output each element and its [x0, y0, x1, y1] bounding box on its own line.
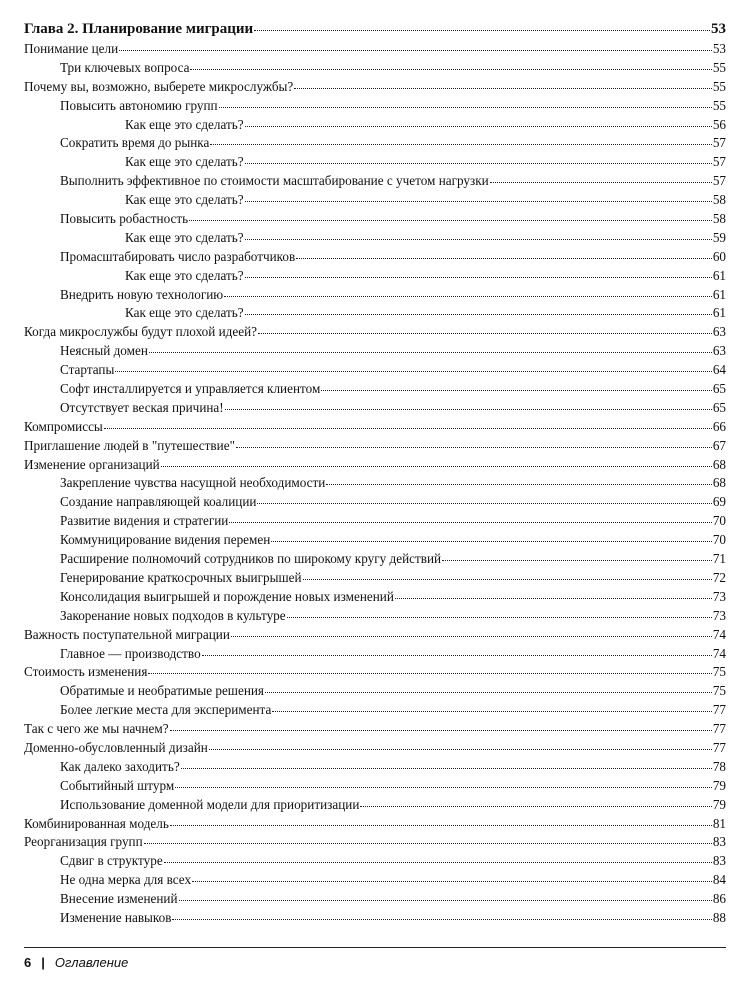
- toc-entry: [24, 682, 726, 701]
- dot-leader: [296, 258, 712, 259]
- toc-entry: [24, 871, 726, 890]
- toc-entry: [24, 645, 726, 664]
- toc-entry-page: 72: [712, 569, 726, 585]
- toc-entry-title: Отсутствует веская причина!: [60, 399, 224, 415]
- toc-entry-page: 55: [712, 97, 726, 113]
- dot-leader: [104, 428, 712, 429]
- dot-leader: [303, 579, 712, 580]
- toc-entry-page: 65: [712, 381, 726, 397]
- toc-entry: [24, 134, 726, 153]
- toc-entry: [24, 248, 726, 267]
- dot-leader: [225, 409, 712, 410]
- toc-entry-title: Как еще это сделать?: [125, 229, 244, 245]
- dot-leader: [231, 636, 712, 637]
- dot-leader: [258, 333, 712, 334]
- toc-entry-page: 84: [712, 872, 726, 888]
- toc-entry-page: 57: [712, 135, 726, 151]
- toc-entry: [24, 531, 726, 550]
- dot-leader: [490, 182, 712, 183]
- toc-entry: [24, 777, 726, 796]
- toc-entry: [24, 890, 726, 909]
- toc-entry: [24, 172, 726, 191]
- toc-entry: [24, 758, 726, 777]
- toc-entry-title: Закрепление чувства насущной необходимости: [60, 475, 326, 491]
- toc-entry-title: Повысить робастность: [60, 211, 189, 227]
- toc-entry: [24, 720, 726, 739]
- dot-leader: [181, 768, 712, 769]
- toc-entry-page: 58: [712, 211, 726, 227]
- toc-entry-page: 74: [712, 645, 726, 661]
- toc-entry: [24, 474, 726, 493]
- dot-leader: [254, 30, 710, 31]
- toc-entry-page: 78: [712, 758, 726, 774]
- toc-entry-page: 74: [712, 626, 726, 642]
- toc-entry-title: Изменение навыков: [60, 909, 172, 925]
- toc-entry-title: Изменение организаций: [24, 456, 160, 472]
- toc-entry: [24, 663, 726, 682]
- toc-entry-page: 63: [712, 343, 726, 359]
- dot-leader: [321, 390, 712, 391]
- toc-entry-page: 61: [712, 267, 726, 283]
- toc-entry: [24, 361, 726, 380]
- dot-leader: [202, 655, 712, 656]
- toc-entry-page: 63: [712, 324, 726, 340]
- toc-entry-title: Использование доменной модели для приоритизации: [60, 796, 360, 812]
- dot-leader: [245, 314, 712, 315]
- toc-entry-title: Стоимость изменения: [24, 664, 148, 680]
- dot-leader: [149, 352, 712, 353]
- toc-entry: [24, 569, 726, 588]
- toc-entry-title: Так с чего же мы начнем?: [24, 721, 169, 737]
- dot-leader: [179, 900, 712, 901]
- toc-entry-title: Глава 2. Планирование миграции: [24, 21, 254, 37]
- toc-entry-title: Неясный домен: [60, 343, 148, 359]
- toc-entry-title: Расширение полномочий сотрудников по широкому кругу действий: [60, 551, 442, 567]
- toc-entry-page: 68: [712, 475, 726, 491]
- toc-entry-page: 60: [712, 248, 726, 264]
- toc-entry-title: Внесение изменений: [60, 891, 178, 907]
- toc-entry-title: Софт инсталлируется и управляется клиентом: [60, 381, 321, 397]
- toc-entry-page: 53: [711, 21, 726, 37]
- toc-entry: [24, 493, 726, 512]
- toc-entry: [24, 833, 726, 852]
- page-number: 6: [24, 955, 32, 970]
- toc-entry-title: Сократить время до рынка: [60, 135, 210, 151]
- toc-entry-page: 71: [712, 551, 726, 567]
- footer-section-title: Оглавление: [54, 955, 129, 970]
- toc-entry-page: 68: [712, 456, 726, 472]
- toc-entry: [24, 78, 726, 97]
- dot-leader: [294, 88, 712, 89]
- toc-entry-title: Важность поступательной миграции: [24, 626, 230, 642]
- toc-entry-title: Как еще это сделать?: [125, 154, 244, 170]
- toc-entry-page: 79: [712, 796, 726, 812]
- toc-entry-title: Сдвиг в структуре: [60, 853, 163, 869]
- toc-entry-title: Закоренание новых подходов в культуре: [60, 607, 286, 623]
- dot-leader: [326, 484, 711, 485]
- toc-entry-page: 55: [712, 78, 726, 94]
- toc-entry: [24, 399, 726, 418]
- table-of-contents: [24, 18, 726, 928]
- toc-entry: [24, 380, 726, 399]
- toc-entry-page: 86: [712, 891, 726, 907]
- dot-leader: [170, 730, 712, 731]
- toc-entry-title: Когда микрослужбы будут плохой идеей?: [24, 324, 257, 340]
- toc-entry-title: Понимание цели: [24, 41, 119, 56]
- dot-leader: [148, 673, 711, 674]
- toc-entry: [24, 267, 726, 286]
- footer-separator: |: [41, 955, 45, 970]
- toc-entry-page: 67: [712, 437, 726, 453]
- toc-entry-page: 69: [712, 494, 726, 510]
- dot-leader: [144, 843, 712, 844]
- dot-leader: [287, 617, 712, 618]
- dot-leader: [360, 806, 711, 807]
- toc-entry-page: 77: [712, 721, 726, 737]
- toc-entry-page: 57: [712, 173, 726, 189]
- toc-entry-page: 81: [712, 815, 726, 831]
- toc-entry-page: 61: [712, 286, 726, 302]
- toc-entry-title: Не одна мерка для всех: [60, 872, 192, 888]
- toc-entry: [24, 607, 726, 626]
- toc-entry-page: 77: [712, 739, 726, 755]
- toc-entry: [24, 909, 726, 928]
- dot-leader: [170, 825, 712, 826]
- dot-leader: [119, 50, 712, 51]
- dot-leader: [224, 296, 712, 297]
- dot-leader: [245, 277, 712, 278]
- toc-entry-page: 56: [712, 116, 726, 132]
- toc-entry: [24, 437, 726, 456]
- toc-entry-page: 73: [712, 607, 726, 623]
- toc-entry: [24, 588, 726, 607]
- toc-entry: [24, 116, 726, 135]
- dot-leader: [172, 919, 711, 920]
- toc-entry-page: 55: [712, 59, 726, 75]
- dot-leader: [272, 711, 711, 712]
- dot-leader: [210, 144, 711, 145]
- toc-entry-page: 83: [712, 853, 726, 869]
- toc-entry-title: Приглашение людей в "путешествие": [24, 437, 235, 453]
- dot-leader: [219, 107, 712, 108]
- toc-entry: [24, 40, 726, 59]
- toc-entry-title: Создание направляющей коалиции: [60, 494, 257, 510]
- toc-entry: [24, 97, 726, 116]
- toc-entry-page: 75: [712, 664, 726, 680]
- dot-leader: [161, 466, 712, 467]
- toc-entry: [24, 342, 726, 361]
- toc-entry: [24, 229, 726, 248]
- toc-entry-title: Выполнить эффективное по стоимости масштабирование с учетом нагрузки: [60, 173, 489, 189]
- toc-entry: [24, 59, 726, 78]
- toc-entry-title: Как еще это сделать?: [125, 192, 244, 208]
- dot-leader: [190, 69, 711, 70]
- toc-entry-title: Комбинированная модель: [24, 815, 169, 831]
- toc-entry-title: Консолидация выигрышей и порождение новых изменений: [60, 588, 394, 604]
- toc-entry: [24, 626, 726, 645]
- toc-entry: [24, 286, 726, 305]
- toc-entry: [24, 815, 726, 834]
- toc-entry-page: 77: [712, 702, 726, 718]
- dot-leader: [271, 541, 712, 542]
- toc-chapter-entry: [24, 18, 726, 40]
- dot-leader: [164, 862, 712, 863]
- toc-entry: [24, 512, 726, 531]
- toc-entry-page: 64: [712, 362, 726, 378]
- dot-leader: [245, 239, 712, 240]
- dot-leader: [209, 749, 712, 750]
- toc-entry: [24, 701, 726, 720]
- toc-entry-page: 79: [712, 777, 726, 793]
- toc-entry: [24, 456, 726, 475]
- toc-entry: [24, 739, 726, 758]
- toc-entry: [24, 210, 726, 229]
- toc-entry: [24, 191, 726, 210]
- toc-entry-title: Генерирование краткосрочных выигрышей: [60, 569, 302, 585]
- toc-entry-title: Как далеко заходить?: [60, 758, 180, 774]
- toc-entry-title: Внедрить новую технологию: [60, 286, 224, 302]
- toc-entry-title: Коммуницирование видения перемен: [60, 532, 271, 548]
- toc-entry-page: 57: [712, 154, 726, 170]
- toc-entry-title: Обратимые и необратимые решения: [60, 683, 264, 699]
- toc-entry-title: Как еще это сделать?: [125, 116, 244, 132]
- toc-entry-title: Главное — производство: [60, 645, 201, 661]
- toc-entry-title: Как еще это сделать?: [125, 305, 244, 321]
- dot-leader: [189, 220, 712, 221]
- toc-entry-page: 70: [712, 513, 726, 529]
- toc-entry-page: 65: [712, 399, 726, 415]
- toc-entry-title: Компромиссы: [24, 418, 103, 434]
- toc-entry: [24, 304, 726, 323]
- toc-entry-title: Более легкие места для эксперимента: [60, 702, 272, 718]
- toc-entry-title: Доменно-обусловленный дизайн: [24, 739, 208, 755]
- toc-entry-page: 88: [712, 909, 726, 925]
- page-footer: [24, 947, 726, 970]
- toc-entry-title: Как еще это сделать?: [125, 267, 244, 283]
- dot-leader: [115, 371, 711, 372]
- toc-entry: [24, 852, 726, 871]
- toc-entry-page: 58: [712, 192, 726, 208]
- dot-leader: [245, 126, 712, 127]
- toc-entry-title: Событийный штурм: [60, 777, 175, 793]
- toc-entry: [24, 153, 726, 172]
- dot-leader: [175, 787, 712, 788]
- toc-entry-page: 70: [712, 532, 726, 548]
- toc-entry: [24, 796, 726, 815]
- dot-leader: [229, 522, 711, 523]
- toc-entry-title: Повысить автономию групп: [60, 97, 218, 113]
- dot-leader: [236, 447, 712, 448]
- toc-entry: [24, 550, 726, 569]
- toc-entry: [24, 418, 726, 437]
- toc-entry: [24, 323, 726, 342]
- toc-entry-title: Стартапы: [60, 362, 115, 378]
- toc-entry-title: Реорганизация групп: [24, 834, 143, 850]
- toc-entry-page: 66: [712, 418, 726, 434]
- toc-entry-title: Три ключевых вопроса: [60, 59, 190, 75]
- toc-entry-title: Почему вы, возможно, выберете микрослужбы?: [24, 78, 294, 94]
- dot-leader: [442, 560, 712, 561]
- toc-entry-title: Промасштабировать число разработчиков: [60, 248, 296, 264]
- dot-leader: [192, 881, 712, 882]
- dot-leader: [245, 163, 712, 164]
- toc-entry-page: 53: [712, 41, 726, 56]
- toc-entry-page: 75: [712, 683, 726, 699]
- dot-leader: [395, 598, 712, 599]
- dot-leader: [257, 503, 711, 504]
- dot-leader: [245, 201, 712, 202]
- toc-entry-page: 61: [712, 305, 726, 321]
- toc-entry-page: 73: [712, 588, 726, 604]
- toc-entry-title: Развитие видения и стратегии: [60, 513, 229, 529]
- dot-leader: [265, 692, 712, 693]
- toc-entry-page: 83: [712, 834, 726, 850]
- toc-entry-page: 59: [712, 229, 726, 245]
